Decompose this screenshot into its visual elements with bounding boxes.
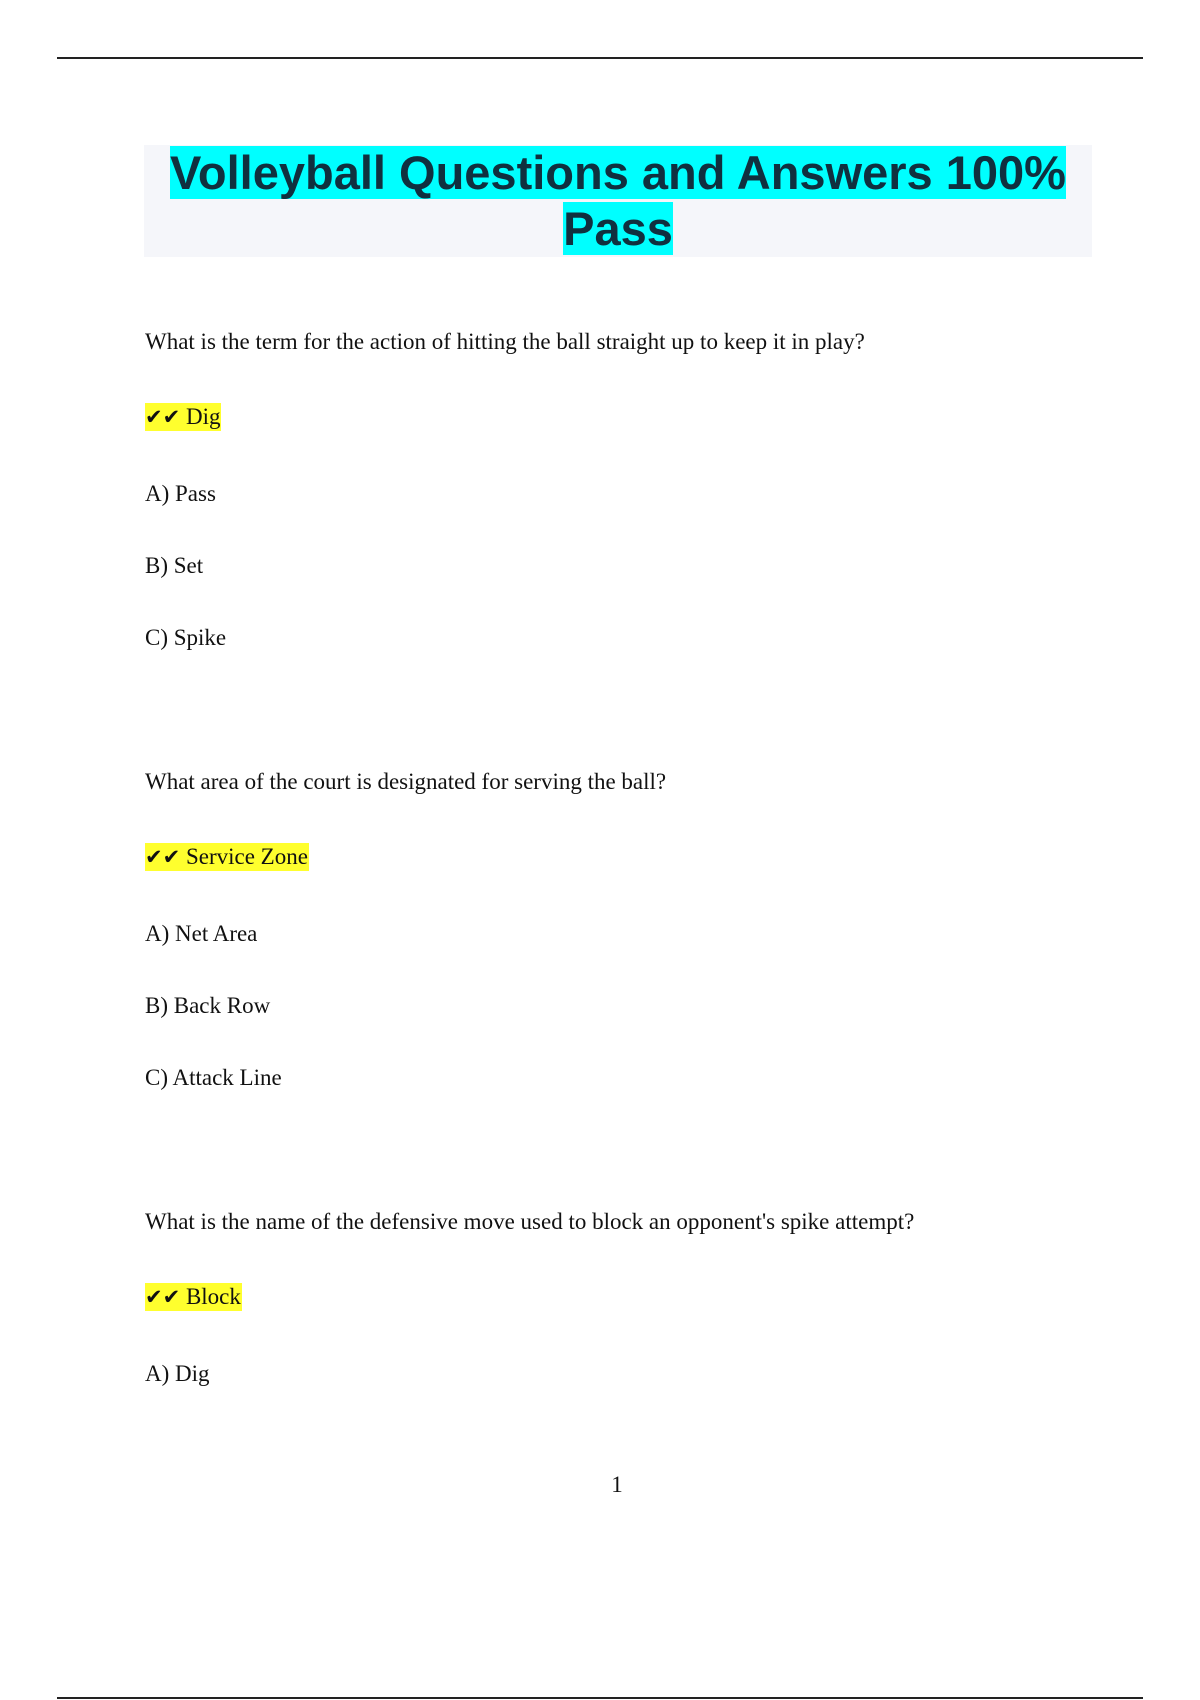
- question-1-option-b: B) Set: [145, 553, 204, 578]
- question-1-option-c: C) Spike: [145, 625, 227, 650]
- check-icon: ✔✔: [145, 845, 181, 869]
- check-icon: ✔✔: [145, 1285, 181, 1309]
- question-1-option-a: A) Pass: [145, 481, 216, 506]
- answer-3: [145, 1282, 242, 1312]
- question-3: What is the name of the defensive move used to block an opponent's spike attempt?: [145, 1209, 915, 1234]
- question-2: What area of the court is designated for serving the ball?: [145, 769, 667, 794]
- bottom-rule: [57, 1697, 1143, 1699]
- answer-3-text: Block: [185, 1284, 241, 1309]
- answer-2: [145, 842, 309, 872]
- title-line-1: Volleyball Questions and Answers 100%: [170, 146, 1066, 199]
- question-2-option-a: A) Net Area: [145, 921, 258, 946]
- question-2-option-c: C) Attack Line: [145, 1065, 282, 1090]
- check-icon: ✔✔: [145, 405, 181, 429]
- page-number: 1: [611, 1472, 623, 1497]
- document-title: [144, 145, 1092, 257]
- answer-1-text: Dig: [185, 404, 221, 429]
- question-1: What is the term for the action of hitting the ball straight up to keep it in play?: [145, 329, 865, 354]
- answer-1: [145, 402, 221, 432]
- answer-2-text: Service Zone: [185, 844, 308, 869]
- top-rule: [57, 57, 1143, 59]
- title-line-2: Pass: [563, 202, 673, 255]
- question-2-option-b: B) Back Row: [145, 993, 271, 1018]
- question-3-option-a: A) Dig: [145, 1361, 210, 1386]
